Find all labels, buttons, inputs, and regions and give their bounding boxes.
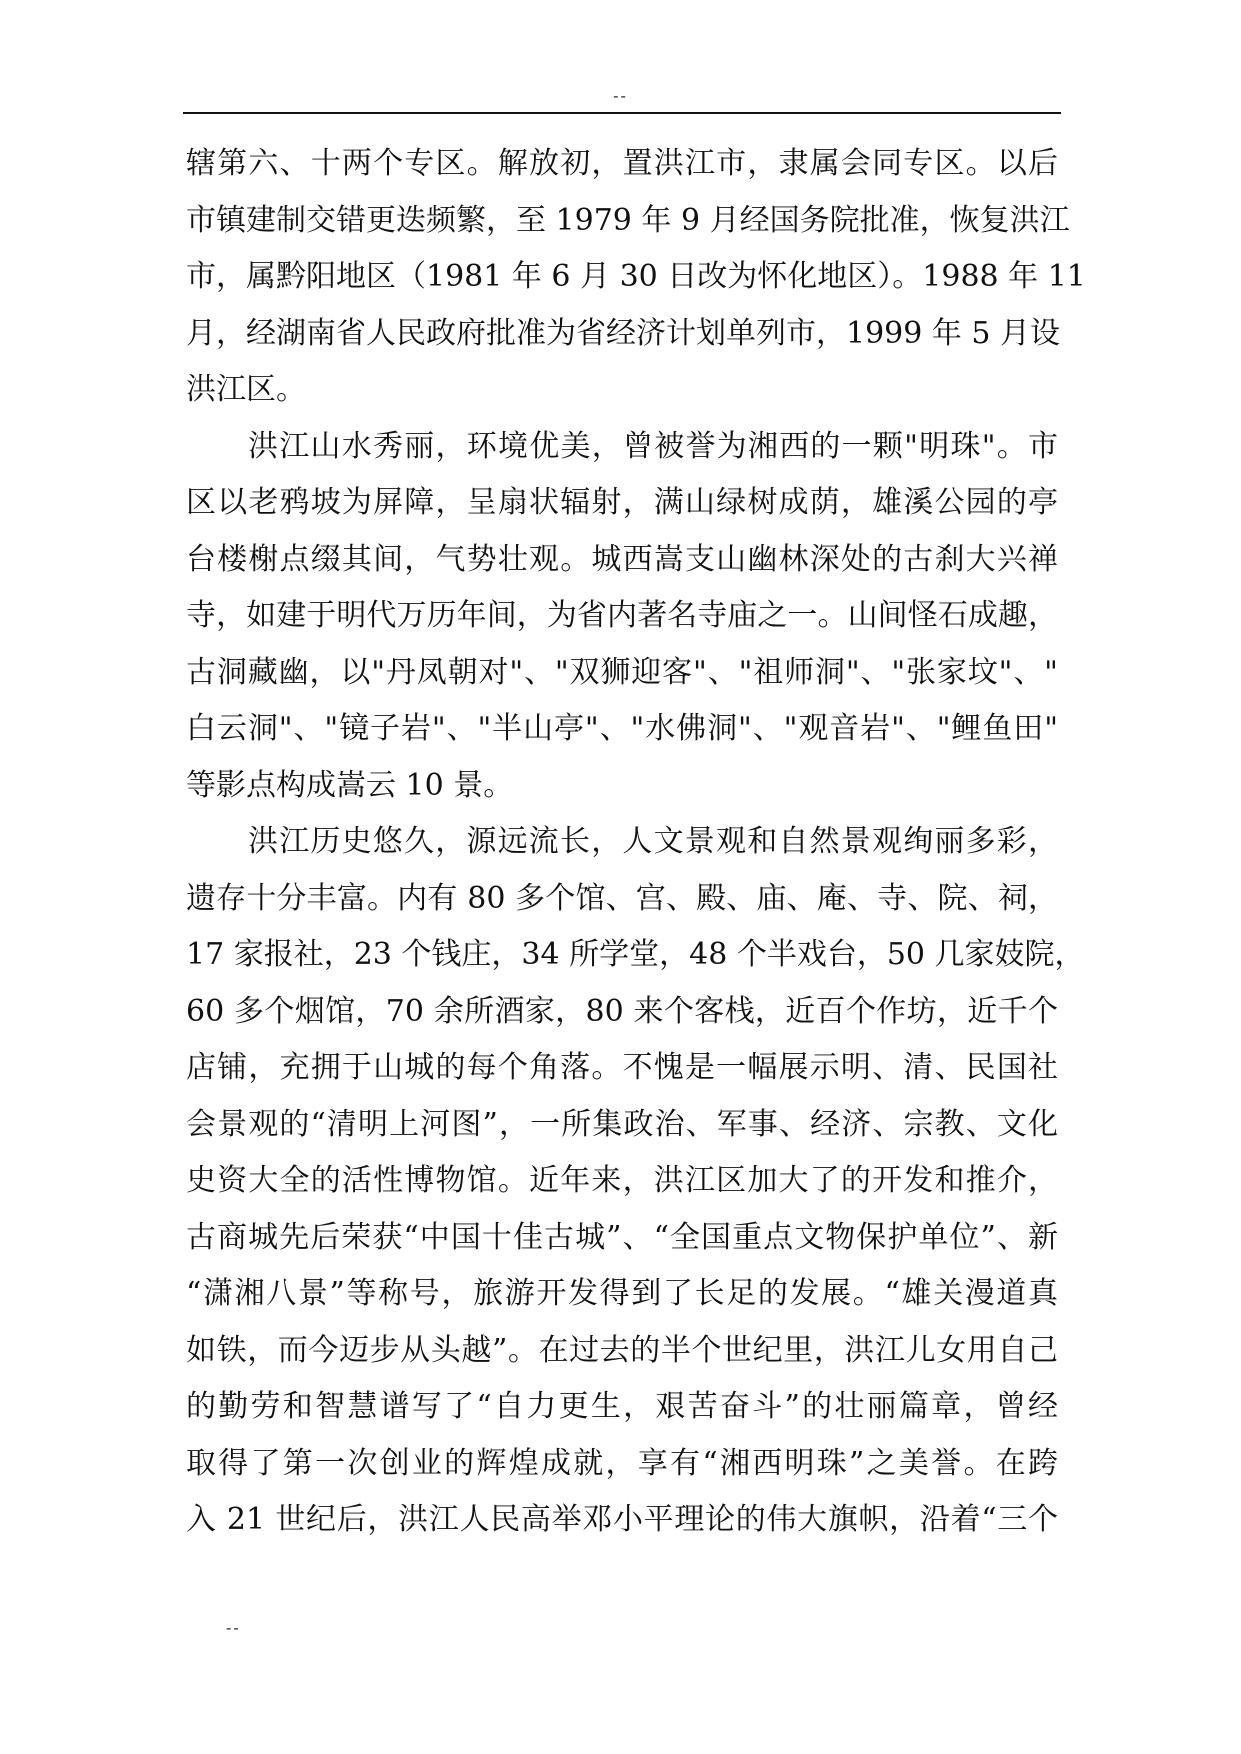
text-line: 店铺，充拥于山城的每个角落。不愧是一幅展示明、清、民国社 — [186, 1050, 1058, 1085]
text-line: “潇湘八景”等称号，旅游开发得到了长足的发展。“雄关漫道真 — [186, 1276, 1058, 1311]
text-line: 古洞藏幽，以"丹凤朝对"、"双狮迎客"、"祖师洞"、"张家坟"、" — [186, 654, 1058, 690]
text-line: 的勤劳和智慧谱写了“自力更生，艰苦奋斗”的壮丽篇章，曾经 — [186, 1389, 1058, 1424]
text-line: 白云洞"、"镜子岩"、"半山亭"、"水佛洞"、"观音岩"、"鲤鱼田" — [186, 711, 1058, 746]
text-line: 市镇建制交错更迭频繁，至 1979 年 9 月经国务院批准，恢复洪江 — [186, 202, 1070, 238]
text-line: 洪江区。 — [186, 372, 306, 407]
text-line: 入 21 世纪后，洪江人民高举邓小平理论的伟大旗帜，沿着“三个 — [186, 1502, 1058, 1537]
text-line: 古商城先后荣获“中国十佳古城”、“全国重点文物保护单位”、新 — [186, 1219, 1058, 1255]
text-line: 区以老鸦坡为屏障，呈扇状辐射，满山绿树成荫，雄溪公园的亭 — [186, 485, 1058, 520]
text-line: 等影点构成嵩云 10 景。 — [186, 767, 514, 803]
text-line: 寺，如建于明代万历年间，为省内著名寺庙之一。山间怪石成趣， — [186, 598, 1058, 633]
text-line: 月，经湖南省人民政府批准为省经济计划单列市，1999 年 5 月设 — [186, 315, 1061, 351]
text-line: 洪江山水秀丽，环境优美，曾被誉为湘西的一颗"明珠"。市 — [248, 428, 1058, 464]
text-line: 辖第六、十两个专区。解放初，置洪江市，隶属会同专区。以后 — [186, 146, 1058, 181]
text-line: 17 家报社，23 个钱庄，34 所学堂，48 个半戏台，50 几家妓院， — [186, 937, 1085, 972]
text-line: 会景观的“清明上河图”，一所集政治、军事、经济、宗教、文化 — [186, 1106, 1058, 1142]
text-line: 台楼榭点缀其间，气势壮观。城西嵩支山幽林深处的古刹大兴禅 — [186, 541, 1058, 577]
text-line: 如铁，而今迈步从头越”。在过去的半个世纪里，洪江儿女用自己 — [186, 1332, 1058, 1368]
text-line: 遗存十分丰富。内有 80 多个馆、宫、殿、庙、庵、寺、院、祠， — [186, 880, 1058, 916]
footer-mark: -- — [226, 1618, 241, 1637]
header-mark: -- — [613, 86, 628, 105]
text-line: 洪江历史悠久，源远流长，人文景观和自然景观绚丽多彩， — [248, 824, 1058, 859]
text-line: 60 多个烟馆，70 余所酒家，80 来个客栈，近百个作坊，近千个 — [186, 993, 1058, 1029]
body-text — [186, 136, 1086, 1549]
header-rule — [183, 112, 1061, 114]
text-line: 取得了第一次创业的辉煌成就，享有“湘西明珠”之美誉。在跨 — [186, 1445, 1058, 1481]
text-line: 史资大全的活性博物馆。近年来，洪江区加大了的开发和推介， — [186, 1163, 1058, 1198]
text-line: 市，属黔阳地区（1981 年 6 月 30 日改为怀化地区）。1988 年 11 — [186, 259, 1086, 294]
